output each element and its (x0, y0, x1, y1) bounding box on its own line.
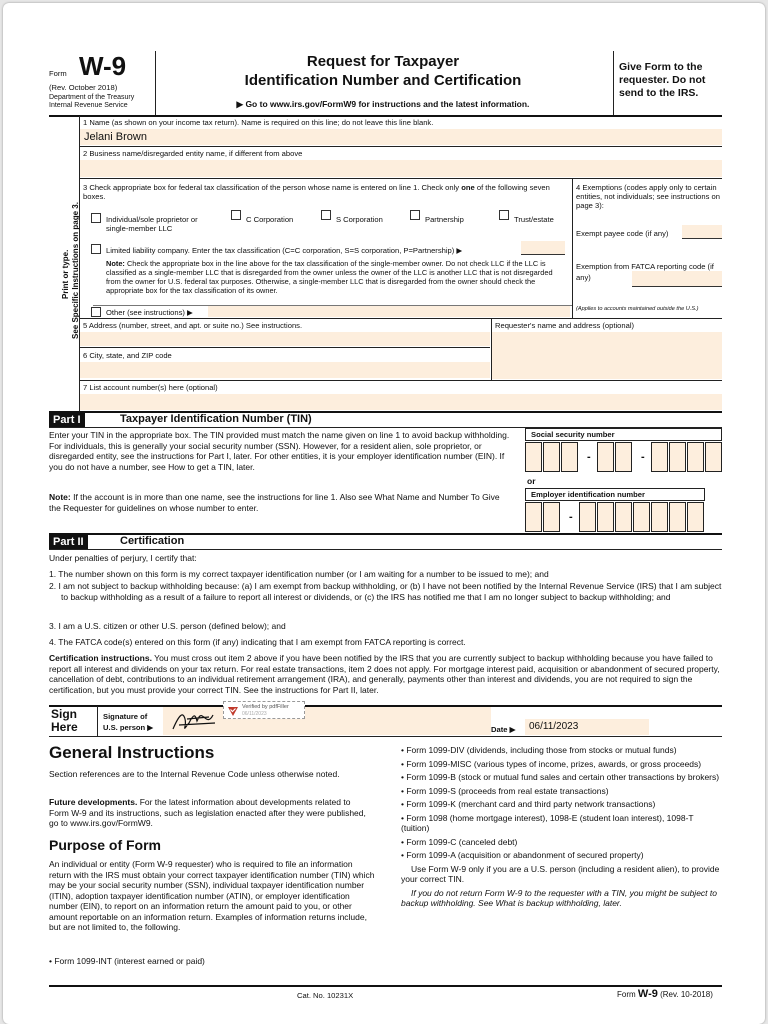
purpose-heading: Purpose of Form (49, 837, 162, 853)
line6-label: 6 City, state, and ZIP code (83, 351, 172, 360)
other-checkbox[interactable] (91, 307, 101, 317)
cert-item1: 1. The number shown on this form is my correct taxpayer identification number (or I am waiting for a number to be issued to me); and (49, 569, 549, 579)
individual-checkbox[interactable] (91, 213, 101, 223)
bullet-1099-div: • Form 1099-DIV (dividends, including those from stocks or mutual funds) (401, 745, 721, 756)
individual-label: Individual/sole proprietor or single-member LLC (106, 215, 198, 233)
part2-title: Certification (120, 535, 185, 547)
requester-field[interactable] (492, 332, 722, 379)
line1-label: 1 Name (as shown on your income tax return). Name is required on this line; do not leave this line blank. (83, 118, 434, 127)
section-references: Section references are to the Internal Revenue Code unless otherwise noted. (49, 769, 340, 779)
c-corporation-label: C Corporation (246, 215, 294, 224)
cert-instructions: Certification instructions. You must cross out item 2 above if you have been notified by the IRS that you are currently subject to backup withholding because you have failed to report all interest and dividends on your tax return. For real estate transactions, item 2 does not apply. For mortgage interest paid, acquisition or abandonment of secured property, cancellation of debt, contributions to an individual retirement arrangement (IRA), and generally, payments other than interest and dividends, you are not required to sign the certification, but you must provide your correct TIN. See the instructions for Part II, later. (49, 653, 720, 695)
llc-tax-class-field[interactable] (521, 241, 565, 255)
date-label: Date ▶ (491, 725, 516, 734)
s-corporation-checkbox[interactable] (321, 210, 331, 220)
verified-date: 06/11/2023 (242, 711, 267, 717)
cert-item3: 3. I am a U.S. citizen or other U.S. person (defined below); and (49, 621, 286, 631)
partnership-checkbox[interactable] (410, 210, 420, 220)
bullet-1099-c: • Form 1099-C (canceled debt) (401, 837, 721, 848)
sidebar-see-instructions: See Specific Instructions on page 3. (71, 202, 80, 339)
fatca-field[interactable] (632, 271, 722, 287)
purpose-text: An individual or entity (Form W-9 requester) who is required to file an information return with the IRS must obtain your correct taxpayer identification number (TIN) which may be your social security number (SSN), individual taxpayer identification number (ITIN), adoption taxpayer identification number (ATIN), or employer identification number (EIN), to report on an information return the amount paid to you, or other amount reportable on an information return. Examples of information returns include, but are not limited to, the following. (49, 859, 375, 932)
title-line1: Request for Taxpayer (306, 53, 460, 70)
part1-title: Taxpayer Identification Number (TIN) (120, 413, 312, 425)
name-field[interactable] (80, 129, 722, 145)
requester-label: Requester's name and address (optional) (495, 321, 635, 330)
cert-intro: Under penalties of perjury, I certify that: (49, 553, 197, 563)
w9-form-page (3, 3, 765, 1024)
line7-label: 7 List account number(s) here (optional) (83, 383, 218, 392)
exemptions-text: 4 Exemptions (codes apply only to certain entities, not individuals; see instructions on page 3): (576, 183, 720, 210)
department-text: Department of the Treasury (49, 94, 135, 101)
ssn-label-box: Social security number (525, 428, 722, 441)
city-state-zip-field[interactable] (80, 362, 490, 378)
ein-label-box: Employer identification number (525, 488, 705, 501)
cert-item4: 4. The FATCA code(s) entered on this form (if any) indicating that I am exempt from FATCA reporting is correct. (49, 637, 466, 647)
bullet-1099-a: • Form 1099-A (acquisition or abandonment of secured property) (401, 850, 721, 861)
bullet-1099-k: • Form 1099-K (merchant card and third party network transactions) (401, 799, 721, 810)
part2-label: Part II (49, 535, 88, 549)
line3-label: 3 Check appropriate box for federal tax classification of the person whose name is entered on line 1. Check only one of the following seven boxes. (83, 183, 550, 201)
form-revision: (Rev. October 2018) (49, 83, 118, 92)
footer-form-id: Form W-9 (Rev. 10-2018) (617, 988, 713, 1000)
cat-number: Cat. No. 10231X (297, 991, 354, 1000)
fatca-label: Exemption from FATCA reporting code (if any) (576, 262, 714, 282)
exempt-payee-field[interactable] (682, 225, 722, 239)
fatca-note: (Applies to accounts maintained outside the U.S.) (576, 306, 699, 312)
llc-checkbox[interactable] (91, 244, 101, 254)
ssn-dash-2: - (641, 451, 645, 463)
backup-withholding-text: If you do not return Form W-9 to the requester with a TIN, you might be subject to backup withholding. See What is backup withholding, later. (401, 887, 717, 908)
trust-estate-checkbox[interactable] (499, 210, 509, 220)
line5-label: 5 Address (number, street, and apt. or suite no.) See instructions. (83, 321, 303, 330)
ssn-dash-1: - (587, 451, 591, 463)
part1-text: Enter your TIN in the appropriate box. The TIN provided must match the name given on line 1 to avoid backup withholding. For individuals, this is generally your social security number (SSN). However, for a resident alien, sole proprietor, or disregarded entity, see the instructions for Part I, later. For other entities, it is your employer identification number (EIN). If you do not have a number, see How to get a TIN, later. (49, 430, 510, 472)
verified-badge (223, 701, 305, 719)
or-label: or (527, 476, 536, 486)
exempt-payee-label: Exempt payee code (if any) (576, 229, 669, 238)
sign-here-label: Sign Here (51, 707, 78, 734)
date-value: 06/11/2023 (529, 721, 579, 732)
other-field[interactable] (208, 306, 570, 317)
bullet-1098: • Form 1098 (home mortgage interest), 1098-E (student loan interest), 1098-T (tuition) (401, 813, 721, 834)
date-field[interactable] (525, 719, 649, 735)
signature-scribble (169, 707, 221, 735)
other-label: Other (see instructions) ▶ (106, 308, 193, 317)
llc-note: Note: Check the appropriate box in the line above for the tax classification of the single-member owner. Do not check LLC if the LLC is classified as a single-member LLC that is disregarded from the owner unless the owner of the LLC is another LLC that is not disregarded from the owner for U.S. federal tax purposes. Otherwise, a single-member LLC that is disregarded from the owner should check the appropriate box for the tax classification of its owner. (106, 259, 553, 295)
general-instructions-heading: General Instructions (49, 743, 215, 762)
future-developments: Future developments. For the latest information about developments related to Form W-9 and its instructions, such as legislation enacted after they were published, go to www.irs.gov/FormW9. (49, 797, 366, 828)
account-numbers-field[interactable] (80, 394, 722, 410)
verified-check-icon (227, 705, 239, 717)
business-name-field[interactable] (80, 160, 722, 177)
verified-text: Verified by pdfFiller (242, 704, 289, 710)
llc-label: Limited liability company. Enter the tax classification (C=C corporation, S=S corporation, P=Partnership) ▶ (106, 246, 463, 255)
signature-field[interactable] (163, 704, 491, 735)
bullet-1099-misc: • Form 1099-MISC (various types of income, prizes, awards, or gross proceeds) (401, 759, 721, 770)
cert-item2: 2. I am not subject to backup withholding because: (a) I am exempt from backup withholding, or (b) I have not been notified by the Internal Revenue Service (IRS) that I am subject to backup withholding as a result of a failure to report all interest or dividends, or (c) the IRS has notified me that I am no longer subject to backup withholding; and (49, 581, 722, 602)
give-form-note: Give Form to the requester. Do not send to the IRS. (619, 61, 706, 99)
sidebar-print-or-type: Print or type. (61, 249, 70, 299)
line2-label: 2 Business name/disregarded entity name, if different from above (83, 149, 303, 158)
bullet-1099-int: • Form 1099-INT (interest earned or paid) (49, 956, 369, 967)
name-value: Jelani Brown (84, 131, 147, 143)
bullet-1099-s: • Form 1099-S (proceeds from real estate transactions) (401, 786, 721, 797)
bullet-1099-b: • Form 1099-B (stock or mutual fund sales and certain other transactions by brokers) (401, 772, 721, 783)
part1-note: Note: If the account is in more than one name, see the instructions for line 1. Also see What Name and Number To Give the Requester for guidelines on whose number to enter. (49, 492, 500, 513)
signature-label: Signature of U.S. person ▶ (103, 712, 154, 732)
right-column-bullets (401, 745, 721, 909)
trust-estate-label: Trust/estate (514, 215, 554, 224)
form-name: W-9 (79, 51, 127, 81)
c-corporation-checkbox[interactable] (231, 210, 241, 220)
goto-instructions: ▶ Go to www.irs.gov/FormW9 for instructions and the latest information. (236, 99, 530, 109)
form-word: Form (49, 69, 67, 78)
s-corporation-label: S Corporation (336, 215, 383, 224)
part1-label: Part I (49, 413, 85, 427)
address-field[interactable] (80, 332, 490, 346)
service-text: Internal Revenue Service (49, 102, 128, 109)
use-form-text: Use Form W-9 only if you are a U.S. person (including a resident alien), to provide your correct TIN. (401, 863, 720, 884)
ein-dash: - (569, 511, 573, 523)
title-line2: Identification Number and Certification (244, 72, 522, 89)
partnership-label: Partnership (425, 215, 464, 224)
